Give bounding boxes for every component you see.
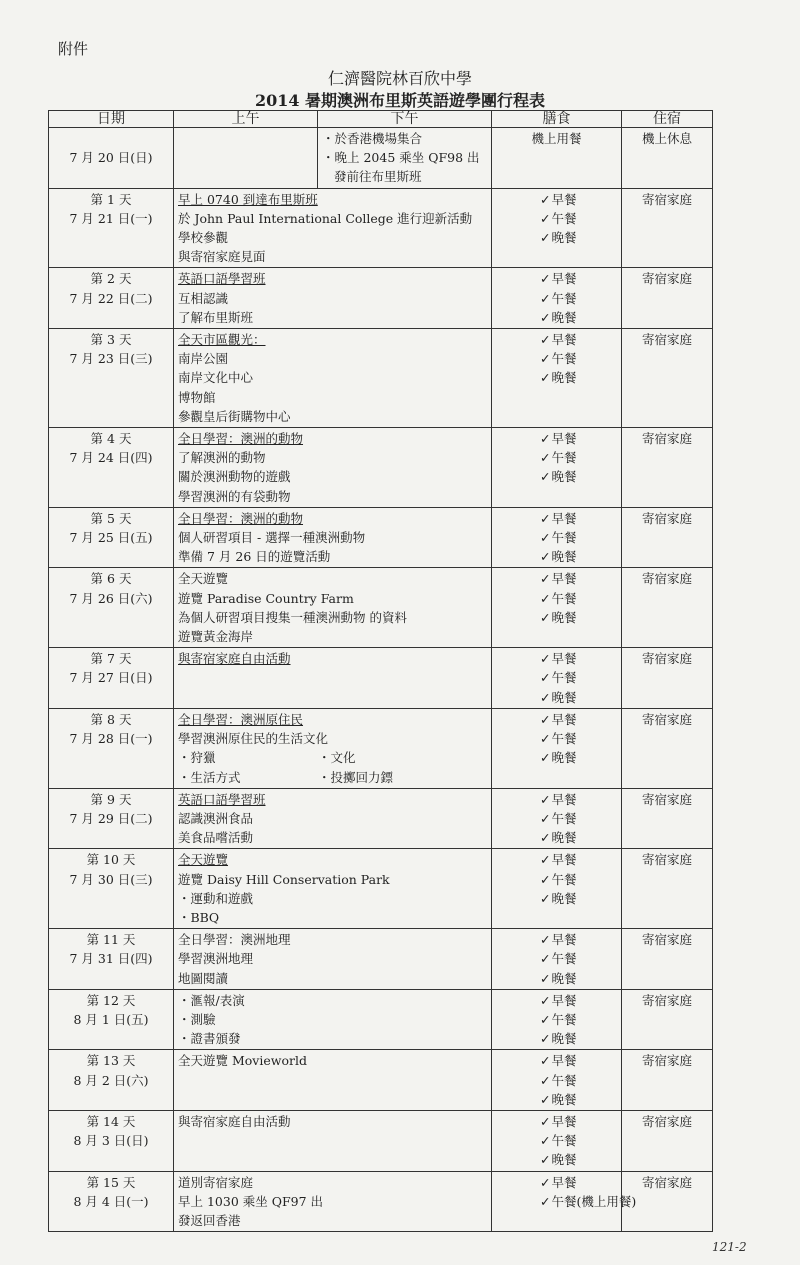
date-cell bbox=[49, 268, 174, 329]
meal-item: ✓ 午餐 bbox=[540, 528, 617, 547]
meal-item: ✓ 晚餐 bbox=[540, 308, 617, 327]
stay-label: 寄宿家庭 bbox=[641, 992, 692, 1008]
activity-line: 學習澳洲的有袋動物 bbox=[178, 488, 291, 504]
stay-label: 寄宿家庭 bbox=[641, 651, 692, 667]
col-header-meals: 膳食 bbox=[492, 111, 622, 128]
stay-label: 寄宿家庭 bbox=[641, 271, 692, 287]
stay-label: 寄宿家庭 bbox=[641, 1174, 692, 1190]
stay-cell bbox=[622, 1110, 713, 1171]
date-cell bbox=[49, 507, 174, 568]
table-row bbox=[49, 188, 713, 268]
meal-cell bbox=[492, 849, 622, 929]
header-row bbox=[49, 111, 713, 128]
activity-line: 遊覽黃金海岸 bbox=[178, 629, 254, 645]
activity-cell bbox=[174, 989, 492, 1050]
date-cell bbox=[49, 1171, 174, 1232]
meal-cell bbox=[492, 188, 622, 268]
activity-line: 英語口語學習班 bbox=[178, 791, 266, 807]
col-header-pm: 下午 bbox=[318, 111, 492, 128]
date-cell bbox=[49, 648, 174, 709]
meal-item: ✓ 午餐 bbox=[540, 949, 617, 968]
date-label: 7 月 30 日(三) bbox=[69, 871, 153, 887]
meal-item: ✓ 晚餐 bbox=[540, 828, 617, 847]
pm-cell bbox=[318, 128, 492, 189]
stay-label: 寄宿家庭 bbox=[641, 711, 692, 727]
table-row bbox=[49, 708, 713, 788]
stay-cell bbox=[622, 708, 713, 788]
meal-cell bbox=[492, 128, 622, 189]
activity-line: 與寄宿家庭自由活動 bbox=[178, 1113, 291, 1129]
stay-cell bbox=[622, 1050, 713, 1111]
meal-item: ✓ 晚餐 bbox=[540, 889, 617, 908]
stay-label: 寄宿家庭 bbox=[641, 332, 692, 348]
activity-line: 為個人研習項目搜集一種澳洲動物 的資料 bbox=[178, 609, 407, 625]
meal-item: ✓ 早餐 bbox=[540, 190, 617, 209]
day-label: 第 12 天 bbox=[86, 992, 136, 1008]
activity-line: 道別寄宿家庭 bbox=[178, 1174, 254, 1190]
date-cell bbox=[49, 849, 174, 929]
activity-line: ・BBQ bbox=[178, 909, 220, 925]
activity-cell bbox=[174, 1050, 492, 1111]
meal-item: ✓ 晚餐 bbox=[540, 608, 617, 627]
meal-item: ✓ 午餐 bbox=[540, 1071, 617, 1090]
pm-line: 發前往布里斯班 bbox=[334, 169, 422, 185]
table-row bbox=[49, 929, 713, 990]
date-label: 7 月 24 日(四) bbox=[69, 450, 153, 466]
day-label: 第 5 天 bbox=[90, 510, 132, 526]
day-label: 第 15 天 bbox=[86, 1174, 136, 1190]
table-row bbox=[49, 568, 713, 648]
activity-line: 於 John Paul International College 進行迎新活動 bbox=[178, 210, 473, 226]
meal-item: ✓ 晚餐 bbox=[540, 1029, 617, 1048]
day-label: 第 2 天 bbox=[90, 271, 132, 287]
bullet-row bbox=[178, 748, 487, 767]
activity-cell bbox=[174, 329, 492, 428]
stay-cell bbox=[622, 428, 713, 508]
meal-item: ✓ 午餐 bbox=[540, 1131, 617, 1150]
activity-cell bbox=[174, 849, 492, 929]
meal-cell bbox=[492, 268, 622, 329]
meal-item: ✓ 晚餐 bbox=[540, 467, 617, 486]
activity-line: 遊覽 Daisy Hill Conservation Park bbox=[178, 871, 390, 887]
date-label: 7 月 25 日(五) bbox=[69, 530, 153, 546]
meal-item: ✓ 午餐(機上用餐) bbox=[540, 1192, 617, 1211]
activity-line: ・滙報/表演 bbox=[178, 992, 245, 1008]
meal-item: ✓ 午餐 bbox=[540, 809, 617, 828]
table-row bbox=[49, 989, 713, 1050]
activity-line: 學習澳洲原住民的生活文化 bbox=[178, 731, 329, 747]
day-label: 第 4 天 bbox=[90, 431, 132, 447]
date-cell bbox=[49, 428, 174, 508]
date-label: 7 月 27 日(日) bbox=[69, 670, 153, 686]
date-label: 7 月 23 日(三) bbox=[69, 351, 153, 367]
activity-line: 發返回香港 bbox=[178, 1212, 241, 1228]
table-row bbox=[49, 1110, 713, 1171]
day-label: 第 7 天 bbox=[90, 651, 132, 667]
document-title: 2014 暑期澳洲布里斯英語遊學團行程表 bbox=[254, 91, 546, 110]
table-row bbox=[49, 329, 713, 428]
activity-line: 全天市區觀光： bbox=[178, 332, 266, 348]
stay-cell bbox=[622, 507, 713, 568]
stay-label: 機上休息 bbox=[641, 131, 692, 146]
activity-line: 早上 0740 到達布里斯班 bbox=[178, 191, 318, 207]
stay-cell bbox=[622, 929, 713, 990]
date-label: 8 月 3 日(日) bbox=[73, 1133, 149, 1149]
activity-line: 與寄宿家庭見面 bbox=[178, 249, 266, 265]
activity-line: 全日學習：澳洲的動物 bbox=[178, 510, 304, 526]
date-cell bbox=[49, 568, 174, 648]
activity-cell bbox=[174, 268, 492, 329]
table-row bbox=[49, 788, 713, 849]
meal-item: ✓ 午餐 bbox=[540, 729, 617, 748]
stay-label: 寄宿家庭 bbox=[641, 1113, 692, 1129]
meal-item: ✓ 晚餐 bbox=[540, 547, 617, 566]
activity-cell bbox=[174, 648, 492, 709]
meal-cell bbox=[492, 708, 622, 788]
date-cell bbox=[49, 929, 174, 990]
date-cell bbox=[49, 329, 174, 428]
meal-cell bbox=[492, 1050, 622, 1111]
meal-cell bbox=[492, 989, 622, 1050]
activity-line: 美食品嚐活動 bbox=[178, 830, 254, 846]
meal-item: ✓ 晚餐 bbox=[540, 1150, 617, 1169]
stay-label: 寄宿家庭 bbox=[641, 932, 692, 948]
meal-item: ✓ 晚餐 bbox=[540, 688, 617, 707]
table-row bbox=[49, 648, 713, 709]
meal-item: ✓ 晚餐 bbox=[540, 368, 617, 387]
activity-cell bbox=[174, 929, 492, 990]
col-header-date: 日期 bbox=[49, 111, 174, 128]
table-row bbox=[49, 507, 713, 568]
meal-item: ✓ 早餐 bbox=[540, 269, 617, 288]
activity-line: 互相認識 bbox=[178, 290, 229, 306]
activity-line: 早上 1030 乘坐 QF97 出 bbox=[178, 1193, 324, 1209]
table-row bbox=[49, 268, 713, 329]
pm-line: ・於香港機場集合 bbox=[322, 131, 423, 146]
col-header-stay: 住宿 bbox=[622, 111, 713, 128]
meal-item: ✓ 早餐 bbox=[540, 569, 617, 588]
day-label: 第 14 天 bbox=[86, 1113, 136, 1129]
meal-item: 機上用餐 bbox=[531, 131, 582, 146]
meal-cell bbox=[492, 329, 622, 428]
meal-cell bbox=[492, 929, 622, 990]
activity-line: ・證書頒發 bbox=[178, 1031, 241, 1047]
meal-item: ✓ 早餐 bbox=[540, 991, 617, 1010]
annex-label: 附件 bbox=[58, 40, 89, 58]
stay-label: 寄宿家庭 bbox=[641, 510, 692, 526]
table-row bbox=[49, 1171, 713, 1232]
day-label: 第 1 天 bbox=[90, 191, 132, 207]
col-header-am: 上午 bbox=[174, 111, 318, 128]
meal-item: ✓ 早餐 bbox=[540, 790, 617, 809]
stay-label: 寄宿家庭 bbox=[641, 852, 692, 868]
meal-item: ✓ 早餐 bbox=[540, 509, 617, 528]
stay-cell bbox=[622, 648, 713, 709]
meal-item: ✓ 早餐 bbox=[540, 1051, 617, 1070]
day-label: 第 3 天 bbox=[90, 332, 132, 348]
stay-cell bbox=[622, 849, 713, 929]
bullet-row bbox=[178, 768, 487, 787]
meal-item: ✓ 晚餐 bbox=[540, 228, 617, 247]
date-cell bbox=[49, 1050, 174, 1111]
stay-cell bbox=[622, 268, 713, 329]
meal-cell bbox=[492, 1110, 622, 1171]
meal-item: ✓ 早餐 bbox=[540, 710, 617, 729]
stay-cell bbox=[622, 788, 713, 849]
meal-item: ✓ 晚餐 bbox=[540, 969, 617, 988]
activity-line: 個人研習項目 - 選擇一種澳洲動物 bbox=[178, 530, 366, 546]
date-label: 7 月 21 日(一) bbox=[69, 210, 153, 226]
bullet-item: ・生活方式 bbox=[178, 769, 241, 785]
stay-cell bbox=[622, 188, 713, 268]
date-label: 7 月 28 日(一) bbox=[69, 731, 153, 747]
date-label: 7 月 26 日(六) bbox=[69, 590, 153, 606]
activity-line: 準備 7 月 26 日的遊覽活動 bbox=[178, 549, 331, 565]
day-label: 第 9 天 bbox=[90, 791, 132, 807]
activity-cell bbox=[174, 1171, 492, 1232]
meal-item: ✓ 午餐 bbox=[540, 289, 617, 308]
stay-cell bbox=[622, 128, 713, 189]
date-cell bbox=[49, 128, 174, 189]
activity-line: 全天遊覽 bbox=[178, 571, 229, 587]
date-label: 7 月 29 日(二) bbox=[69, 810, 153, 826]
meal-item: ✓ 早餐 bbox=[540, 1173, 617, 1192]
day-label: 第 11 天 bbox=[86, 932, 136, 948]
activity-line: 了解布里斯班 bbox=[178, 309, 254, 325]
bullet-item: ・投擲回力鏢 bbox=[318, 769, 394, 785]
meal-cell bbox=[492, 568, 622, 648]
stay-cell bbox=[622, 568, 713, 648]
stay-label: 寄宿家庭 bbox=[641, 571, 692, 587]
meal-cell bbox=[492, 788, 622, 849]
bullet-item: ・文化 bbox=[318, 750, 356, 766]
stay-cell bbox=[622, 329, 713, 428]
date-cell bbox=[49, 1110, 174, 1171]
activity-line: 南岸公園 bbox=[178, 351, 229, 367]
meal-item: ✓ 早餐 bbox=[540, 850, 617, 869]
day-label: 第 10 天 bbox=[86, 852, 136, 868]
meal-item: ✓ 午餐 bbox=[540, 448, 617, 467]
stay-label: 寄宿家庭 bbox=[641, 191, 692, 207]
date-cell bbox=[49, 989, 174, 1050]
meal-cell bbox=[492, 428, 622, 508]
activity-cell bbox=[174, 568, 492, 648]
activity-line: 博物館 bbox=[178, 389, 216, 405]
date-cell bbox=[49, 188, 174, 268]
am-cell bbox=[174, 128, 318, 189]
activity-line: 全日學習：澳洲地理 bbox=[178, 932, 291, 948]
activity-line: 全日學習：澳洲原住民 bbox=[178, 711, 304, 727]
table-row bbox=[49, 849, 713, 929]
stay-label: 寄宿家庭 bbox=[641, 791, 692, 807]
activity-line: 南岸文化中心 bbox=[178, 370, 254, 386]
activity-line: 地圖閱讀 bbox=[178, 970, 229, 986]
meal-item: ✓ 午餐 bbox=[540, 589, 617, 608]
meal-cell bbox=[492, 507, 622, 568]
date-cell bbox=[49, 788, 174, 849]
pm-line: ・晚上 2045 乘坐 QF98 出 bbox=[322, 150, 480, 166]
activity-line: 全日學習：澳洲的動物 bbox=[178, 431, 304, 447]
date-label: 8 月 4 日(一) bbox=[73, 1193, 149, 1209]
date-label: 8 月 1 日(五) bbox=[73, 1011, 149, 1027]
stay-cell bbox=[622, 989, 713, 1050]
date-cell bbox=[49, 708, 174, 788]
meal-item: ✓ 午餐 bbox=[540, 349, 617, 368]
date-label: 7 月 20 日(日) bbox=[69, 150, 153, 165]
activity-cell bbox=[174, 428, 492, 508]
activity-line: 學校參觀 bbox=[178, 230, 229, 246]
activity-line: 了解澳洲的動物 bbox=[178, 450, 266, 466]
meal-item: ✓ 早餐 bbox=[540, 429, 617, 448]
activity-cell bbox=[174, 708, 492, 788]
meal-item: ✓ 早餐 bbox=[540, 930, 617, 949]
date-label: 8 月 2 日(六) bbox=[73, 1072, 149, 1088]
date-label: 7 月 31 日(四) bbox=[69, 951, 153, 967]
page-number: 121-2 bbox=[712, 1240, 747, 1254]
meal-item: ✓ 晚餐 bbox=[540, 748, 617, 767]
meal-item: ✓ 午餐 bbox=[540, 668, 617, 687]
meal-item: ✓ 午餐 bbox=[540, 870, 617, 889]
school-name: 仁濟醫院林百欣中學 bbox=[327, 69, 472, 88]
activity-cell bbox=[174, 1110, 492, 1171]
activity-line: ・測驗 bbox=[178, 1011, 216, 1027]
activity-line: 參觀皇后街購物中心 bbox=[178, 408, 291, 424]
activity-line: 認識澳洲食品 bbox=[178, 810, 254, 826]
itinerary-table bbox=[48, 110, 713, 1232]
meal-item: ✓ 早餐 bbox=[540, 1112, 617, 1131]
meal-cell bbox=[492, 1171, 637, 1232]
bullet-item: ・狩獵 bbox=[178, 750, 216, 766]
activity-line: 全天遊覽 bbox=[178, 852, 229, 868]
table-row bbox=[49, 128, 713, 189]
meal-item: ✓ 早餐 bbox=[540, 649, 617, 668]
activity-line: 英語口語學習班 bbox=[178, 271, 266, 287]
activity-cell bbox=[174, 188, 492, 268]
day-label: 第 8 天 bbox=[90, 711, 132, 727]
activity-line: ・運動和遊戲 bbox=[178, 890, 254, 906]
activity-line: 學習澳洲地理 bbox=[178, 951, 254, 967]
activity-line: 遊覽 Paradise Country Farm bbox=[178, 590, 354, 606]
activity-line: 全天遊覽 Movieworld bbox=[178, 1053, 307, 1069]
table-row bbox=[49, 428, 713, 508]
meal-item: ✓ 晚餐 bbox=[540, 1090, 617, 1109]
stay-label: 寄宿家庭 bbox=[641, 1053, 692, 1069]
meal-item: ✓ 午餐 bbox=[540, 209, 617, 228]
meal-cell bbox=[492, 648, 622, 709]
activity-cell bbox=[174, 788, 492, 849]
stay-label: 寄宿家庭 bbox=[641, 431, 692, 447]
date-label: 7 月 22 日(二) bbox=[69, 290, 153, 306]
meal-item: ✓ 午餐 bbox=[540, 1010, 617, 1029]
table-row bbox=[49, 1050, 713, 1111]
activity-cell bbox=[174, 507, 492, 568]
activity-line: 與寄宿家庭自由活動 bbox=[178, 651, 291, 667]
activity-line: 關於澳洲動物的遊戲 bbox=[178, 469, 291, 485]
itinerary-body bbox=[49, 128, 713, 1232]
day-label: 第 13 天 bbox=[86, 1053, 136, 1069]
meal-item: ✓ 早餐 bbox=[540, 330, 617, 349]
day-label: 第 6 天 bbox=[90, 571, 132, 587]
